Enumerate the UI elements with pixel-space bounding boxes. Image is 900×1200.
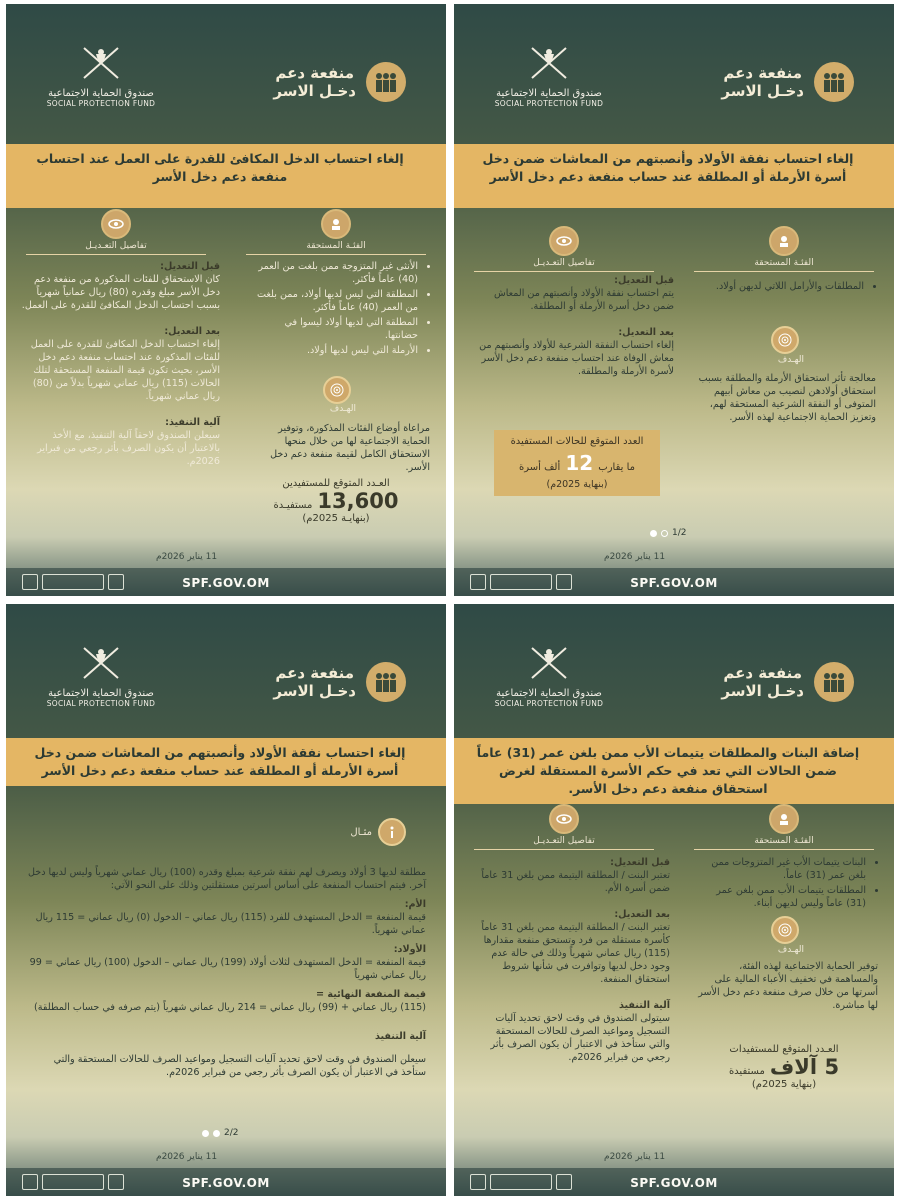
program-line1: منفعة دعم — [723, 64, 803, 82]
beneficiaries-stat — [694, 1044, 874, 1090]
brand-english: SOCIAL PROTECTION FUND — [494, 99, 604, 108]
before-title: قبل التعديل: — [160, 261, 220, 272]
footer — [454, 568, 894, 596]
brand-logo — [36, 44, 166, 108]
beneficiaries-box — [494, 430, 660, 496]
eye-icon — [549, 226, 579, 256]
category-item: • المطلقات يتيمات الأب ممن بلغن عمر (31) عاماً وليس لديهن أبناء. — [698, 884, 866, 910]
details-label: تفاصيل التعـديـل — [533, 258, 595, 268]
program-line2: دخـل الاسر — [721, 682, 804, 700]
before-text: كان الاستحقاق للفئات المذكورة من منفعة دعم دخل الأسر مبلغ وقدره (80) ريال عمانياً شهرياً بسبب احتساب الدخل المكافئ للقدرة على العمل. — [21, 274, 220, 311]
after-title: بعد التعديل: — [164, 326, 220, 337]
details-label: تفاصيل التعـديـل — [533, 836, 595, 846]
program-line2: دخـل الاسر — [273, 82, 356, 100]
stat-year: (بنهايـة 2025م) — [302, 513, 370, 524]
eye-icon — [101, 209, 131, 239]
users-icon — [769, 804, 799, 834]
after-text: إلغاء احتساب الدخل المكافئ للقدرة على العمل للفئات المذكورة عند احتساب منفعة دعم دخل الأسر، بحيث تكون قيمة المنفعة المستحقة لتلك الحالات (115) ريال عماني شهرياً بدلاً من (80) ريال عماني شهرياً. — [30, 339, 220, 402]
page-number: 2/2 — [224, 1128, 239, 1138]
stat-year: (بنهاية 2025م) — [751, 1079, 817, 1090]
publish-date: 11 يناير 2026م — [156, 552, 218, 562]
impl-text: سيعلن الصندوق في وقت لاحق تحديد آليات التسجيل ومواعيد الصرف للحالات المستحقة والتي ستأخذ في الاعتبار أن يكون الصرف بأثر رجعي من فبراير 2026م. — [53, 1054, 426, 1078]
info-icon — [378, 818, 406, 846]
brand-english: SOCIAL PROTECTION FUND — [46, 99, 156, 108]
goal-label: الهـدف — [329, 404, 356, 414]
khanjar-emblem-icon — [526, 644, 572, 684]
brand-arabic: صندوق الحماية الاجتماعية — [48, 88, 154, 99]
program-line1: منفعة دعم — [275, 664, 355, 682]
headline-banner: إلغاء احتساب نفقة الأولاد وأنصبتهم من المعاشات ضمن دخل أسرة الأرملة أو المطلقة عند حساب منفعة دعم دخل الأسر — [454, 144, 894, 208]
before-title: قبل التعديل: — [610, 857, 670, 868]
panel-alimony-widow — [454, 4, 894, 596]
details-column — [474, 856, 670, 1064]
after-text: تعتبر البنت / المطلقة اليتيمة ممن بلغن 31 عاماً كأسرة مستقلة من فرد وتستحق منفعة مقدارها (115) ريال عماني شهرياً وذلك في حالة عدم وجود دخل لديها وتوافرت في شأنها شروط استحقاق المنفعة. — [481, 922, 670, 985]
page-dot-active[interactable] — [202, 1130, 209, 1137]
category-label: الفئـة المستحقة — [306, 241, 366, 251]
stat-year: (بنهاية 2025م) — [546, 479, 608, 490]
footer — [6, 1168, 446, 1196]
stat-unit: ألف أسرة — [518, 462, 561, 473]
family-icon — [814, 662, 854, 702]
khanjar-emblem-icon — [526, 44, 572, 84]
program-line2: دخـل الاسر — [273, 682, 356, 700]
khanjar-emblem-icon — [78, 644, 124, 684]
category-header — [246, 209, 426, 255]
headline-banner: إلغاء احتساب الدخل المكافئ للقدرة على العمل عند احتساب منفعة دعم دخل الأسر — [6, 144, 446, 208]
website-link[interactable]: SPF.GOV.OM — [630, 1176, 718, 1190]
goal-label: الهـدف — [777, 355, 804, 365]
details-header — [474, 804, 654, 850]
target-icon — [771, 326, 799, 354]
details-header — [474, 226, 654, 272]
details-label: تفاصيل التعـديـل — [85, 241, 147, 251]
after-title: بعد التعديل: — [614, 909, 670, 920]
category-item: • البنات يتيمات الأب غير المتزوجات ممن بلغن عمر (31) عاماً. — [698, 856, 866, 882]
program-line1: منفعة دعم — [723, 664, 803, 682]
publish-date: 11 يناير 2026م — [604, 1152, 666, 1162]
website-link[interactable]: SPF.GOV.OM — [630, 576, 718, 590]
users-icon — [769, 226, 799, 256]
program-title — [273, 662, 406, 702]
website-link[interactable]: SPF.GOV.OM — [182, 576, 270, 590]
headline-banner: إضافة البنات والمطلقات يتيمات الأب ممن بلغن عمر (31) عاماً ضمن الحالات التي تعد في حكم الأسرة المستقلة لغرض استحقاق منفعة دعم دخل الأسر. — [454, 738, 894, 804]
panel-income-equivalent — [6, 4, 446, 596]
brand-logo — [36, 644, 166, 708]
brand-english: SOCIAL PROTECTION FUND — [46, 699, 156, 708]
mother-title: الأم: — [404, 899, 426, 910]
stat-unit: مستفيـدة — [273, 500, 313, 511]
before-text: يتم احتساب نفقة الأولاد وأنصبتهم من المعاش ضمن دخل أسرة الأرملة أو المطلقة. — [493, 288, 674, 312]
impl-text: سيعلن الصندوق لاحقاً آلية التنفيذ، مع الأخذ بالاعتبار أن يكون الصرف بأثر رجعي من فبراير 2026م. — [37, 430, 220, 467]
publish-date: 11 يناير 2026م — [156, 1152, 218, 1162]
category-item: • المطلقة التي لديها أولاد ليسوا في حضانتها. — [250, 316, 418, 342]
stat-label: العدد المتوقع للحالات المستفيدة — [510, 436, 644, 447]
category-item: • المطلقة التي ليس لديها أولاد، ممن بلغت من العمر (40) عاماً فأكثر. — [250, 288, 418, 314]
brand-logo — [484, 644, 614, 708]
program-line2: دخـل الاسر — [721, 82, 804, 100]
eye-icon — [549, 804, 579, 834]
stat-value: 13,600 — [317, 489, 399, 513]
category-item: • الأرملة التي ليس لديها أولاد. — [250, 344, 418, 357]
example-label: مثـال — [350, 826, 372, 838]
brand-arabic: صندوق الحماية الاجتماعية — [496, 88, 602, 99]
panel-orphan-daughters — [454, 604, 894, 1196]
program-title — [721, 62, 854, 102]
website-link[interactable]: SPF.GOV.OM — [182, 1176, 270, 1190]
details-column — [474, 274, 674, 378]
page-indicator — [650, 528, 686, 538]
category-item: • المطلقات والأرامل اللاتي لديهن أولاد. — [696, 280, 864, 293]
stat-label: العـدد المتوقع للمستفيدات — [729, 1044, 839, 1055]
family-icon — [814, 62, 854, 102]
page-dot-active[interactable] — [650, 530, 657, 537]
brand-logo — [484, 44, 614, 108]
category-list — [698, 856, 878, 912]
family-icon — [366, 62, 406, 102]
users-icon — [321, 209, 351, 239]
target-icon — [323, 376, 351, 404]
footer — [6, 568, 446, 596]
example-header — [350, 818, 406, 846]
page-number: 1/2 — [672, 528, 687, 538]
category-label: الفئـة المستحقة — [754, 836, 814, 846]
final-text: (115) ريال عماني + (99) ريال عماني = 214 ريال عماني شهرياً (يتم صرفه في حساب المطلقة) — [33, 1002, 426, 1013]
kids-text: قيمة المنفعة = الدخل المستهدف لثلاث أولاد (199) ريال عماني – الدخول (100) ريال عماني = 99 ريال عماني شهرياً — [29, 957, 426, 981]
footer — [454, 1168, 894, 1196]
goal-text: توفير الحماية الاجتماعية لهذه الفئة، والمساهمة في تخفيف الأعباء المالية على أسرتها من خلال صرف منفعة دعم دخل الأسر لها مباشرة. — [698, 961, 878, 1011]
brand-english: SOCIAL PROTECTION FUND — [494, 699, 604, 708]
impl-title: آلية التنفيذ — [618, 1000, 670, 1011]
category-header — [694, 804, 874, 850]
stat-prefix: ما يقارب — [598, 462, 636, 473]
after-title: بعد التعديل: — [618, 327, 674, 338]
target-icon — [771, 916, 799, 944]
goal-label: الهـدف — [777, 945, 804, 955]
headline-banner: إلغاء احتساب نفقة الأولاد وأنصبتهم من المعاشات ضمن دخل أسرة الأرملة أو المطلقة عند حساب منفعة دعم دخل الأسر — [6, 738, 446, 786]
category-list — [250, 260, 430, 359]
program-title — [721, 662, 854, 702]
stat-value: 5 آلاف — [769, 1055, 840, 1079]
stat-unit: مستفيدة — [728, 1066, 765, 1077]
publish-date: 11 يناير 2026م — [604, 552, 666, 562]
brand-arabic: صندوق الحماية الاجتماعية — [496, 688, 602, 699]
impl-text: سيتولى الصندوق في وقت لاحق تحديد آليات التسجيل ومواعيد الصرف للحالات المستحقة والتي ستأخذ في الاعتبار أن يكون الصرف بأثر رجعي من فبراير 2026م. — [490, 1013, 670, 1063]
final-title: قيمة المنفعة النهائية = — [316, 989, 426, 1000]
goal-text: معالجة تأثر استحقاق الأرملة والمطلقة بسبب استحقاق أولادهن لنصيب من معاش أبيهم المتوفى أو النفقة الشرعية المستحقة لهم، وتعزيز الحماية الاجتماعية لهذه الأسر. — [698, 373, 876, 423]
example-intro: مطلقة لديها 3 أولاد ويصرف لهم نفقة شرعية بمبلغ وقدره (100) ريال عماني شهرياً وليس لديها دخل آخر. فيتم احتساب المنفعة على أساس أسرتين مستقلتين وذلك على النحو الآتي: — [28, 867, 426, 891]
category-label: الفئـة المستحقة — [754, 258, 814, 268]
page-dot[interactable] — [213, 1130, 220, 1137]
example-body — [26, 866, 426, 1079]
program-line1: منفعة دعم — [275, 64, 355, 82]
after-text: إلغاء احتساب النفقة الشرعية للأولاد وأنصبتهم من معاش الوفاة عند احتساب منفعة دعم دخل الأسر لأسرة الأرملة والمطلقة. — [479, 340, 674, 377]
category-list — [696, 280, 876, 295]
panel-example — [6, 604, 446, 1196]
category-item: • الأنثى غير المتزوجة ممن بلغت من العمر (40) عاماً فأكثر. — [250, 260, 418, 286]
category-header — [694, 226, 874, 272]
impl-title: آلية التنفيذ: — [165, 417, 220, 428]
stat-value: 12 — [565, 451, 594, 475]
beneficiaries-stat — [246, 478, 426, 524]
before-text: تعتبر البنت / المطلقة اليتيمة ممن بلغن 31 عاماً ضمن أسرة الأم. — [481, 870, 670, 894]
details-header — [26, 209, 206, 255]
khanjar-emblem-icon — [78, 44, 124, 84]
family-icon — [366, 662, 406, 702]
stat-label: العـدد المتوقع للمستفيدين — [282, 478, 390, 489]
kids-title: الأولاد: — [393, 944, 426, 955]
details-column — [20, 260, 220, 468]
goal-text: مراعاة أوضاع الفئات المذكورة، وتوفير الحماية الاجتماعية لها من خلال منحها الاستحقاق الكامل لقيمة منفعة دعم دخل الأسر. — [270, 423, 430, 473]
page-indicator — [202, 1128, 238, 1138]
before-title: قبل التعديل: — [614, 275, 674, 286]
program-title — [273, 62, 406, 102]
page-dot[interactable] — [661, 530, 668, 537]
brand-arabic: صندوق الحماية الاجتماعية — [48, 688, 154, 699]
mother-text: قيمة المنفعة = الدخل المستهدف للفرد (115) ريال عماني – الدخول (0) ريال عماني = 115 ريال عماني شهرياً. — [35, 912, 426, 936]
impl-title: آلية التنفيذ — [374, 1031, 426, 1042]
